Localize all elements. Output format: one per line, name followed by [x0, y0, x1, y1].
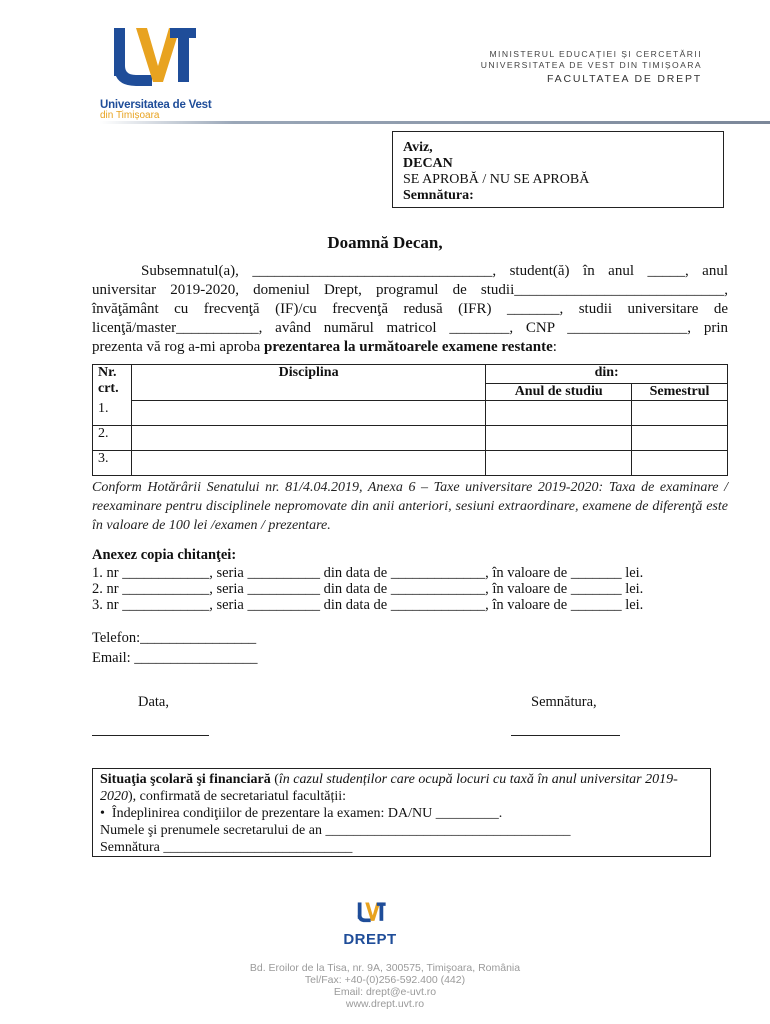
footer-address-block — [0, 962, 770, 1010]
secretary-signature: Semnătura ___________________________ — [100, 840, 353, 855]
bullet-icon: • — [100, 806, 112, 821]
request-line: licenţă/master___________, având numărul matricol ________, CNP ________________, prin — [92, 320, 728, 336]
ministry-name: MINISTERUL EDUCAȚIEI ȘI CERCETĂRII — [489, 49, 702, 59]
approval-box — [392, 131, 724, 208]
faculty-name: FACULTATEA DE DREPT — [547, 73, 702, 85]
receipt-line: 3. nr ____________, seria __________ din data de _____________, în valoare de _______ lei. — [92, 597, 644, 613]
footer-logo — [340, 900, 400, 948]
table-row — [93, 401, 728, 426]
greeting: Doamnă Decan, — [327, 233, 443, 252]
approval-signature: Semnătura: — [403, 188, 474, 203]
request-line: Subsemnatul(a), ________________________________, student(ă) în anul _____, anul — [141, 263, 728, 279]
university-caps: UNIVERSITATEA DE VEST DIN TIMIȘOARA — [480, 60, 702, 70]
header-divider — [100, 121, 770, 124]
fee-note: Conform Hotărârii Senatului nr. 81/4.04.2019, Anexa 6 – Taxe universitare 2019-2020: Taxa de examinare / reexaminare pentru disciplinele nepromovate din anii anteriori, sesiuni extraordinare, examene de diferenţă este în valoare de 100 lei /examen / prezentare. — [92, 480, 728, 533]
university-name: Universitatea de Vest — [100, 99, 212, 111]
table-row — [93, 451, 728, 476]
uvt-logo-mark — [100, 26, 200, 92]
situation-bullet: • Îndeplinirea condiţiilor de prezentare la examen: DA/NU _________. — [100, 806, 503, 821]
svg-text:UVT: UVT — [100, 26, 103, 27]
phone-field: Telefon:________________ — [92, 630, 257, 646]
header-anul-de-studiu: Anul de studiu — [486, 384, 632, 401]
approval-decision: SE APROBĂ / NU SE APROBĂ — [403, 172, 590, 187]
row-number: 2. — [93, 426, 132, 451]
footer-telfax: Tel/Fax: +40-(0)256-592.400 (442) — [304, 974, 466, 986]
header-nr-crt: Nr. crt. — [93, 365, 132, 401]
aviz-label: Aviz, — [403, 140, 433, 155]
request-line: învăţământ cu frecvenţă (IF)/cu frecvenţă redusă (IFR) _______, studii universitare de — [92, 301, 728, 317]
footer-faculty: DREPT — [343, 931, 397, 948]
footer-address: Bd. Eroilor de la Tisa, nr. 9A, 300575, Timişoara, România — [249, 962, 521, 974]
header-disciplina: Disciplina — [131, 365, 485, 401]
receipt-line: 1. nr ____________, seria __________ din data de _____________, în valoare de _______ lei. — [92, 565, 644, 581]
request-emphasis: prezentarea la următoarele examene restante — [264, 339, 553, 355]
request-line: prezenta vă rog a-mi aproba prezentarea la următoarele examene restante: — [92, 339, 557, 355]
footer-email: Email: drept@e-uvt.ro — [333, 986, 437, 998]
secretary-name: Numele şi prenumele secretarului de an ___________________________________ — [100, 823, 571, 838]
receipts-title: Anexez copia chitanţei: — [92, 547, 237, 563]
university-logo — [100, 26, 212, 121]
uvt-footer-logo-mark — [353, 900, 387, 926]
signature-label: Semnătura, — [531, 694, 597, 710]
school-financial-situation-box — [92, 768, 711, 857]
decan-label: DECAN — [403, 156, 453, 171]
university-city: din Timișoara — [100, 110, 160, 121]
row-number: 3. — [93, 451, 132, 476]
ministry-block — [481, 49, 702, 71]
date-line — [92, 735, 209, 736]
request-line: universitar 2019-2020, domeniul Drept, programul de studii____________________________, — [92, 282, 728, 298]
request-paragraph — [92, 262, 728, 357]
table-row — [93, 426, 728, 451]
row-number: 1. — [93, 401, 132, 426]
header-din: din: — [486, 365, 728, 384]
footer-web: www.drept.uvt.ro — [345, 998, 425, 1010]
receipt-line: 2. nr ____________, seria __________ din data de _____________, în valoare de _______ lei. — [92, 581, 644, 597]
svg-text:UVT — [353, 901, 354, 902]
signature-line — [511, 735, 620, 736]
exams-table — [92, 364, 728, 476]
header-semestrul: Semestrul — [632, 384, 728, 401]
date-label: Data, — [138, 694, 169, 710]
situation-title: Situaţia şcolară şi financiară (în cazul studenților care ocupă locuri cu taxă în anul universitar 2019-2020), confirmată de secretariatul facultății: — [100, 772, 678, 804]
email-field: Email: _________________ — [92, 650, 258, 666]
